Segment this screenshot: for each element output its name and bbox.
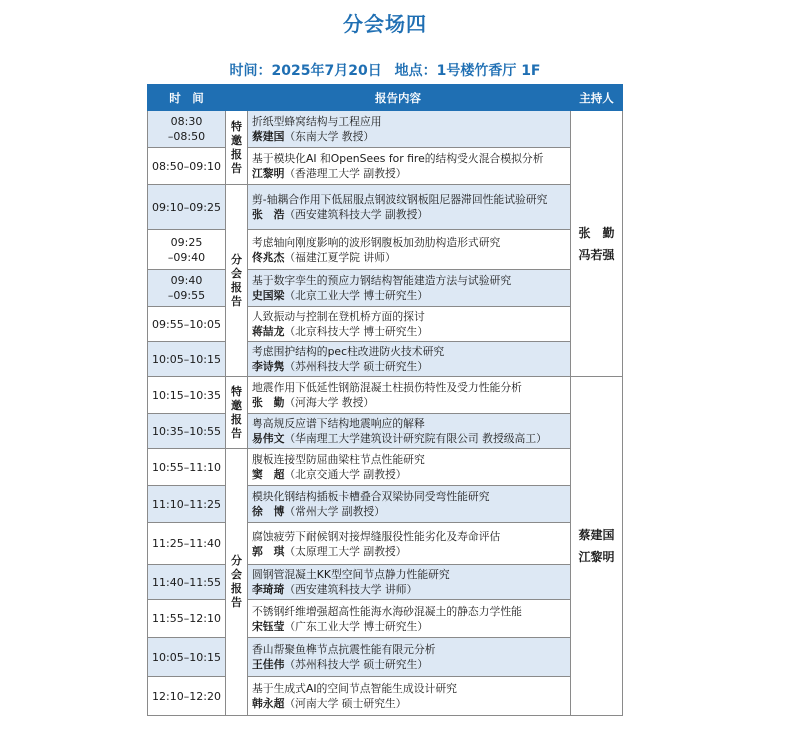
speaker-name: 宋钰莹 — [252, 619, 285, 633]
table-row — [148, 307, 623, 342]
speaker-name: 徐 博 — [252, 505, 285, 518]
speaker-affiliation: （河海大学 教授） — [284, 396, 375, 409]
speaker-line — [252, 395, 566, 410]
report-topic: 腐蚀疲劳下耐候钢对接焊缝服役性能劣化及寿命评估 — [252, 529, 501, 543]
speaker-affiliation: （河南大学 硕士研究生） — [284, 697, 407, 710]
header-time: 时 间 — [148, 85, 226, 111]
speaker-affiliation: （东南大学 教授） — [284, 130, 375, 143]
session-time: 时间：2025年7月20日 — [229, 63, 382, 79]
table-row — [148, 342, 623, 377]
speaker-line — [252, 166, 566, 181]
table-row — [148, 270, 623, 307]
report-topic: 香山帮聚鱼榫节点抗震性能有限元分析 — [252, 643, 436, 656]
speaker-affiliation: （广东工业大学 博士研究生） — [284, 619, 429, 633]
report-topic: 基于数字孪生的预应力钢结构智能建造方法与试验研究 — [252, 274, 512, 287]
speaker-affiliation: （福建江夏学院 讲师） — [284, 250, 396, 264]
table-row — [148, 565, 623, 600]
speaker-line — [252, 619, 566, 634]
speaker-line — [252, 504, 566, 519]
speaker-name: 李琦琦 — [252, 583, 285, 596]
report-cell — [248, 449, 571, 486]
report-cell — [248, 677, 571, 716]
table-row — [148, 148, 623, 185]
time-cell: 11:25–11:40 — [148, 523, 226, 565]
speaker-line — [252, 582, 566, 597]
report-cell — [248, 111, 571, 148]
time-cell: 09:40 –09:55 — [148, 270, 226, 307]
report-cell — [248, 638, 571, 677]
table-row — [148, 600, 623, 638]
speaker-line — [252, 657, 566, 672]
report-cell — [248, 185, 571, 230]
table-row — [148, 377, 623, 414]
host-cell — [571, 111, 623, 377]
speaker-name: 王佳伟 — [252, 658, 285, 671]
speaker-name: 韩永超 — [252, 697, 285, 710]
category-cell — [226, 377, 248, 449]
speaker-affiliation: （西安建筑科技大学 讲师） — [284, 583, 418, 596]
speaker-name: 郭 琪 — [252, 544, 285, 558]
time-cell: 10:05–10:15 — [148, 342, 226, 377]
report-topic: 基于模块化AI 和OpenSees for fire的结构受火混合模拟分析 — [252, 152, 544, 165]
time-cell: 12:10–12:20 — [148, 677, 226, 716]
report-cell — [248, 307, 571, 342]
report-cell — [248, 600, 571, 638]
table-row — [148, 111, 623, 148]
speaker-line — [252, 696, 566, 711]
category-label: 分会报告 — [231, 252, 242, 308]
speaker-affiliation: （北京工业大学 博士研究生） — [284, 289, 429, 302]
category-cell — [226, 185, 248, 377]
speaker-affiliation: （北京交通大学 副教授） — [284, 468, 407, 481]
report-topic: 基于生成式AI的空间节点智能生成设计研究 — [252, 682, 457, 695]
report-topic: 不锈钢纤维增强超高性能海水海砂混凝土的静态力学性能 — [252, 604, 522, 618]
speaker-name: 佟兆杰 — [252, 250, 285, 264]
speaker-affiliation: （北京科技大学 博士研究生） — [284, 325, 429, 338]
time-cell: 08:30 –08:50 — [148, 111, 226, 148]
category-label: 特邀报告 — [231, 119, 242, 175]
table-row — [148, 449, 623, 486]
host-cell — [571, 377, 623, 716]
time-cell: 11:40–11:55 — [148, 565, 226, 600]
speaker-affiliation: （苏州科技大学 硕士研究生） — [284, 360, 429, 373]
time-cell: 11:10–11:25 — [148, 486, 226, 523]
category-cell — [226, 111, 248, 185]
speaker-line — [252, 544, 566, 559]
report-topic: 粤高规反应谱下结构地震响应的解释 — [252, 417, 425, 430]
category-label: 分会报告 — [231, 554, 242, 609]
host-name: 蔡建国 — [578, 528, 615, 542]
page-title: 分会场四 — [343, 12, 427, 36]
session-place: 地点：1号楼竹香厅 1F — [394, 63, 541, 79]
table-row — [148, 185, 623, 230]
report-cell — [248, 523, 571, 565]
table-row — [148, 523, 623, 565]
host-name: 张 勤 — [578, 225, 615, 240]
report-topic: 模块化钢结构插板卡槽叠合双梁协同受弯性能研究 — [252, 490, 490, 503]
report-cell — [248, 565, 571, 600]
speaker-name: 江黎明 — [252, 167, 285, 180]
schedule-table — [147, 84, 623, 716]
session-info — [0, 60, 770, 80]
report-topic: 考虑围护结构的pec柱改进防火技术研究 — [252, 345, 445, 358]
speaker-line — [252, 250, 566, 265]
time-cell: 10:15–10:35 — [148, 377, 226, 414]
report-cell — [248, 148, 571, 185]
report-cell — [248, 377, 571, 414]
time-cell: 09:55–10:05 — [148, 307, 226, 342]
speaker-affiliation: （太原理工大学 副教授） — [284, 544, 407, 558]
speaker-affiliation: （华南理工大学建筑设计研究院有限公司 教授级高工） — [284, 432, 547, 445]
category-label: 特邀报告 — [231, 384, 242, 440]
report-cell — [248, 270, 571, 307]
time-cell: 10:55–11:10 — [148, 449, 226, 486]
speaker-line — [252, 467, 566, 482]
table-header-row — [148, 85, 623, 111]
speaker-name: 史国梁 — [252, 289, 285, 302]
report-topic: 圆钢管混凝土KK型空间节点静力性能研究 — [252, 568, 450, 581]
table-row — [148, 230, 623, 270]
time-cell: 09:25 –09:40 — [148, 230, 226, 270]
speaker-affiliation: （苏州科技大学 硕士研究生） — [284, 658, 429, 671]
table-row — [148, 677, 623, 716]
report-topic: 剪-轴耦合作用下低屈服点钢波纹钢板阻尼器滞回性能试验研究 — [252, 193, 548, 206]
category-cell — [226, 449, 248, 716]
speaker-name: 蔡建国 — [252, 130, 285, 143]
speaker-line — [252, 431, 566, 446]
speaker-affiliation: （常州大学 副教授） — [284, 505, 385, 518]
speaker-line — [252, 207, 566, 222]
table-row — [148, 486, 623, 523]
time-cell: 10:05–10:15 — [148, 638, 226, 677]
speaker-line — [252, 324, 566, 339]
speaker-name: 张 勤 — [252, 396, 285, 409]
host-name: 冯若强 — [578, 247, 615, 262]
report-cell — [248, 486, 571, 523]
speaker-name: 李诗隽 — [252, 360, 285, 373]
speaker-name: 窦 超 — [252, 468, 285, 481]
speaker-affiliation: （香港理工大学 副教授） — [284, 167, 407, 180]
report-topic: 考虑轴向刚度影响的波形钢腹板加劲肋构造形式研究 — [252, 235, 501, 249]
speaker-name: 易伟文 — [252, 432, 285, 445]
time-cell: 09:10–09:25 — [148, 185, 226, 230]
report-topic: 人致振动与控制在登机桥方面的探讨 — [252, 310, 425, 323]
speaker-line — [252, 129, 566, 144]
report-topic: 折纸型蜂窝结构与工程应用 — [252, 115, 382, 128]
header-content: 报告内容 — [226, 85, 571, 111]
speaker-line — [252, 288, 566, 303]
header-host: 主持人 — [571, 85, 623, 111]
speaker-name: 蒋喆龙 — [252, 325, 285, 338]
report-cell — [248, 414, 571, 449]
time-cell: 10:35–10:55 — [148, 414, 226, 449]
speaker-name: 张 浩 — [252, 208, 285, 221]
time-cell: 08:50–09:10 — [148, 148, 226, 185]
time-cell: 11:55–12:10 — [148, 600, 226, 638]
table-row — [148, 638, 623, 677]
report-topic: 地震作用下低延性钢筋混凝土柱损伤特性及受力性能分析 — [252, 381, 522, 394]
host-name: 江黎明 — [578, 550, 615, 564]
speaker-line — [252, 359, 566, 374]
report-cell — [248, 342, 571, 377]
report-cell — [248, 230, 571, 270]
table-row — [148, 414, 623, 449]
speaker-affiliation: （西安建筑科技大学 副教授） — [284, 208, 429, 221]
report-topic: 腹板连接型防屈曲梁柱节点性能研究 — [252, 453, 425, 466]
